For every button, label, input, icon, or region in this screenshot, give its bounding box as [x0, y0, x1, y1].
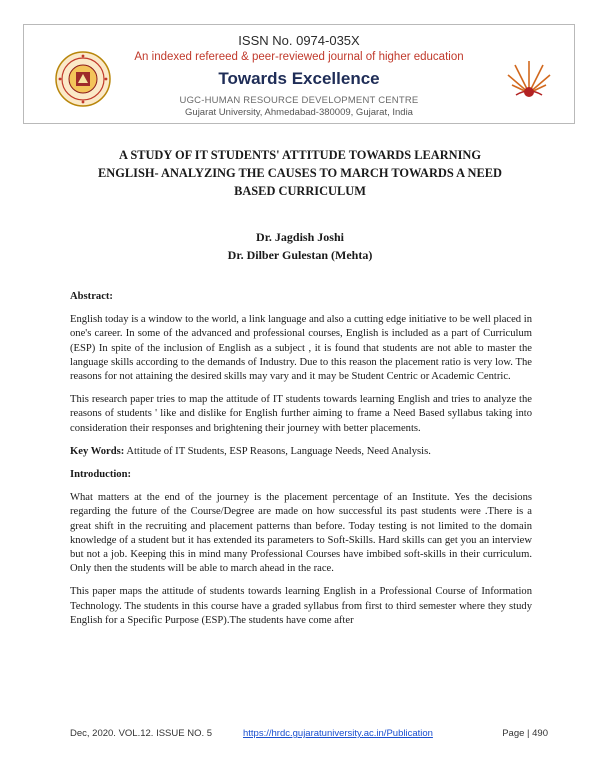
- introduction-paragraph: What matters at the end of the journey is the placement percentage of an Institute. Yes the decisions regarding the future of the Course/Degree are made on how successful its past students were .There is a great shift in the recruiting and placement patterns than before. Today testing is not limited to the domain knowledge of a student but it has extended its parameters to Soft-Skills. Hard skills can get you an interview but not a job. Keeping this in mind many Professional Courses have imbibed soft-skills in their curriculum. Only then the students will be able to march ahead in the race.: [70, 492, 532, 575]
- abstract-paragraph: This research paper tries to map the attitude of IT students towards learning English and tries to analyze the reasons of students ' like and dislike for English further aiming to frame a Need Based syllabus taking into consideration their responses and brightening their journey with better placements.: [70, 394, 532, 434]
- article-body: [70, 290, 532, 637]
- abstract-heading: Abstract:: [70, 291, 113, 302]
- keywords-text: Attitude of IT Students, ESP Reasons, Language Needs, Need Analysis.: [126, 445, 431, 457]
- ugc-emblem-icon: [502, 53, 556, 107]
- issue-info: Dec, 2020. VOL.12. ISSUE NO. 5: [70, 728, 213, 739]
- abstract-paragraph: English today is a window to the world, a link language and also a cutting edge initiative to be well placed in one's career. In some of the advanced and professional courses, English is included as a part of Curriculum (ESP) In spite of the inclusion of English as a subject , it is found that students are not able to master the language skills according to the demands of Industry. Due to this reason the placement ratio is very low. The reasons for not attaining the desired skills may vary and it may be Student Centric or Academic Centric.: [70, 314, 532, 383]
- journal-tagline: An indexed refereed & peer-reviewed journal of higher education: [134, 51, 464, 63]
- keywords-label: Key Words:: [70, 445, 125, 457]
- introduction-heading: Introduction:: [70, 469, 132, 481]
- publisher-address: Gujarat University, Ahmedabad-380009, Gujarat, India: [185, 107, 413, 118]
- issn-number: ISSN No. 0974-035X: [238, 33, 360, 48]
- author-name: Dr. Jagdish Joshi: [256, 230, 344, 244]
- title-line: A STUDY OF IT STUDENTS' ATTITUDE TOWARDS LEARNING: [118, 148, 482, 162]
- title-line: ENGLISH- ANALYZING THE CAUSES TO MARCH TOWARDS A NEED: [98, 166, 502, 180]
- page-number: Page | 490: [502, 728, 548, 739]
- publication-link[interactable]: https://hrdc.gujaratuniversity.ac.in/Publication: [243, 728, 433, 739]
- author-name: Dr. Dilber Gulestan (Mehta): [227, 248, 373, 262]
- journal-header: [23, 24, 575, 124]
- journal-name: Towards Excellence: [218, 69, 380, 88]
- title-line: BASED CURRICULUM: [234, 184, 366, 198]
- introduction-paragraph: This paper maps the attitude of students towards learning English in a Professional Course of Information Technology. The students in this course have a graded syllabus from first to third semester where they study English for a Specific Purpose (ESP).The students have come after: [70, 586, 532, 626]
- publisher-centre: UGC-HUMAN RESOURCE DEVELOPMENT CENTRE: [179, 95, 419, 106]
- keywords: [70, 445, 532, 459]
- article-title: [60, 146, 540, 200]
- author-list: [0, 228, 600, 264]
